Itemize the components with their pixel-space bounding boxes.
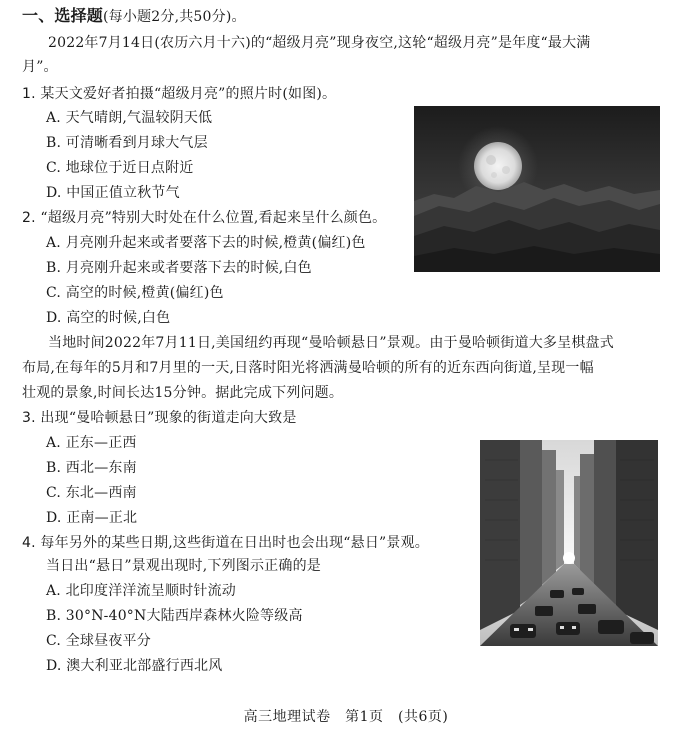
question-2-stem <box>22 208 386 228</box>
q3-option-a: A. 正东—正西 <box>46 435 137 451</box>
q3-option-c: C. 东北—西南 <box>46 485 137 501</box>
question-2-number: 2. <box>22 210 36 226</box>
moon-disc <box>474 142 522 190</box>
question-2-text: “超级月亮”特别大时处在什么位置,看起来呈什么颜色。 <box>40 210 387 226</box>
q1-option-c: C. 地球位于近日点附近 <box>46 160 194 176</box>
material1-line2: 月”。 <box>22 59 58 75</box>
q3-option-d: D. 正南—正北 <box>46 510 138 526</box>
question-1-number: 1. <box>22 86 36 102</box>
q2-option-b: B. 月亮刚升起来或者要落下去的时候,白色 <box>46 260 312 276</box>
q2-option-d: D. 高空的时候,白色 <box>46 310 171 326</box>
question-3-text: 出现“曼哈顿悬日”现象的街道走向大致是 <box>40 410 297 426</box>
question-4-text-1: 每年另外的某些日期,这些街道在日出时也会出现“悬日”景观。 <box>40 535 429 551</box>
section-heading <box>22 6 246 27</box>
material2-line2: 布局,在每年的5月和7月里的一天,日落时阳光将洒满曼哈顿的所有的近东西向街道,呈现一幅 <box>22 360 594 376</box>
q4-option-d: D. 澳大利亚北部盛行西北风 <box>46 658 223 674</box>
q2-option-a: A. 月亮刚升起来或者要落下去的时候,橙黄(偏红)色 <box>46 235 366 251</box>
question-4-text-2: 当日出“悬日”景观出现时,下列图示正确的是 <box>46 558 321 574</box>
material1-line1: 2022年7月14日(农历六月十六)的“超级月亮”现身夜空,这轮“超级月亮”是年度“最大满 <box>48 35 591 51</box>
manhattan-photo-graphic <box>480 440 658 646</box>
question-3-stem <box>22 408 297 428</box>
moon-over-mountains-photo <box>414 106 660 272</box>
setting-sun <box>563 552 575 564</box>
q1-option-b: B. 可清晰看到月球大气层 <box>46 135 208 151</box>
q4-option-a: A. 北印度洋洋流呈顺时针流动 <box>46 583 237 599</box>
q1-option-a: A. 天气晴朗,气温较阴天低 <box>46 110 213 126</box>
material2-line3: 壮观的景象,时间长达15分钟。据此完成下列问题。 <box>22 385 344 401</box>
manhattanhenge-street-photo <box>480 440 658 646</box>
question-4-stem <box>22 533 429 553</box>
material2-line1: 当地时间2022年7月11日,美国纽约再现“曼哈顿悬日”景观。由于曼哈顿街道大多呈棋盘式 <box>48 335 614 351</box>
section-title: 一、选择题 <box>22 6 104 25</box>
question-4-number: 4. <box>22 535 36 551</box>
q2-option-c: C. 高空的时候,橙黄(偏红)色 <box>46 285 224 301</box>
section-note: (每小题2分,共50分)。 <box>103 9 246 25</box>
question-1-text: 某天文爱好者拍摄“超级月亮”的照片时(如图)。 <box>40 86 337 102</box>
q4-option-b: B. 30°N-40°N大陆西岸森林火险等级高 <box>46 608 303 624</box>
page-footer: 高三地理试卷 第1页 (共6页) <box>243 709 449 725</box>
q1-option-d: D. 中国正值立秋节气 <box>46 185 180 201</box>
q4-option-c: C. 全球昼夜平分 <box>46 633 151 649</box>
question-3-number: 3. <box>22 410 36 426</box>
question-1-stem <box>22 84 336 104</box>
q3-option-b: B. 西北—东南 <box>46 460 137 476</box>
moon-photo-graphic <box>414 106 660 272</box>
